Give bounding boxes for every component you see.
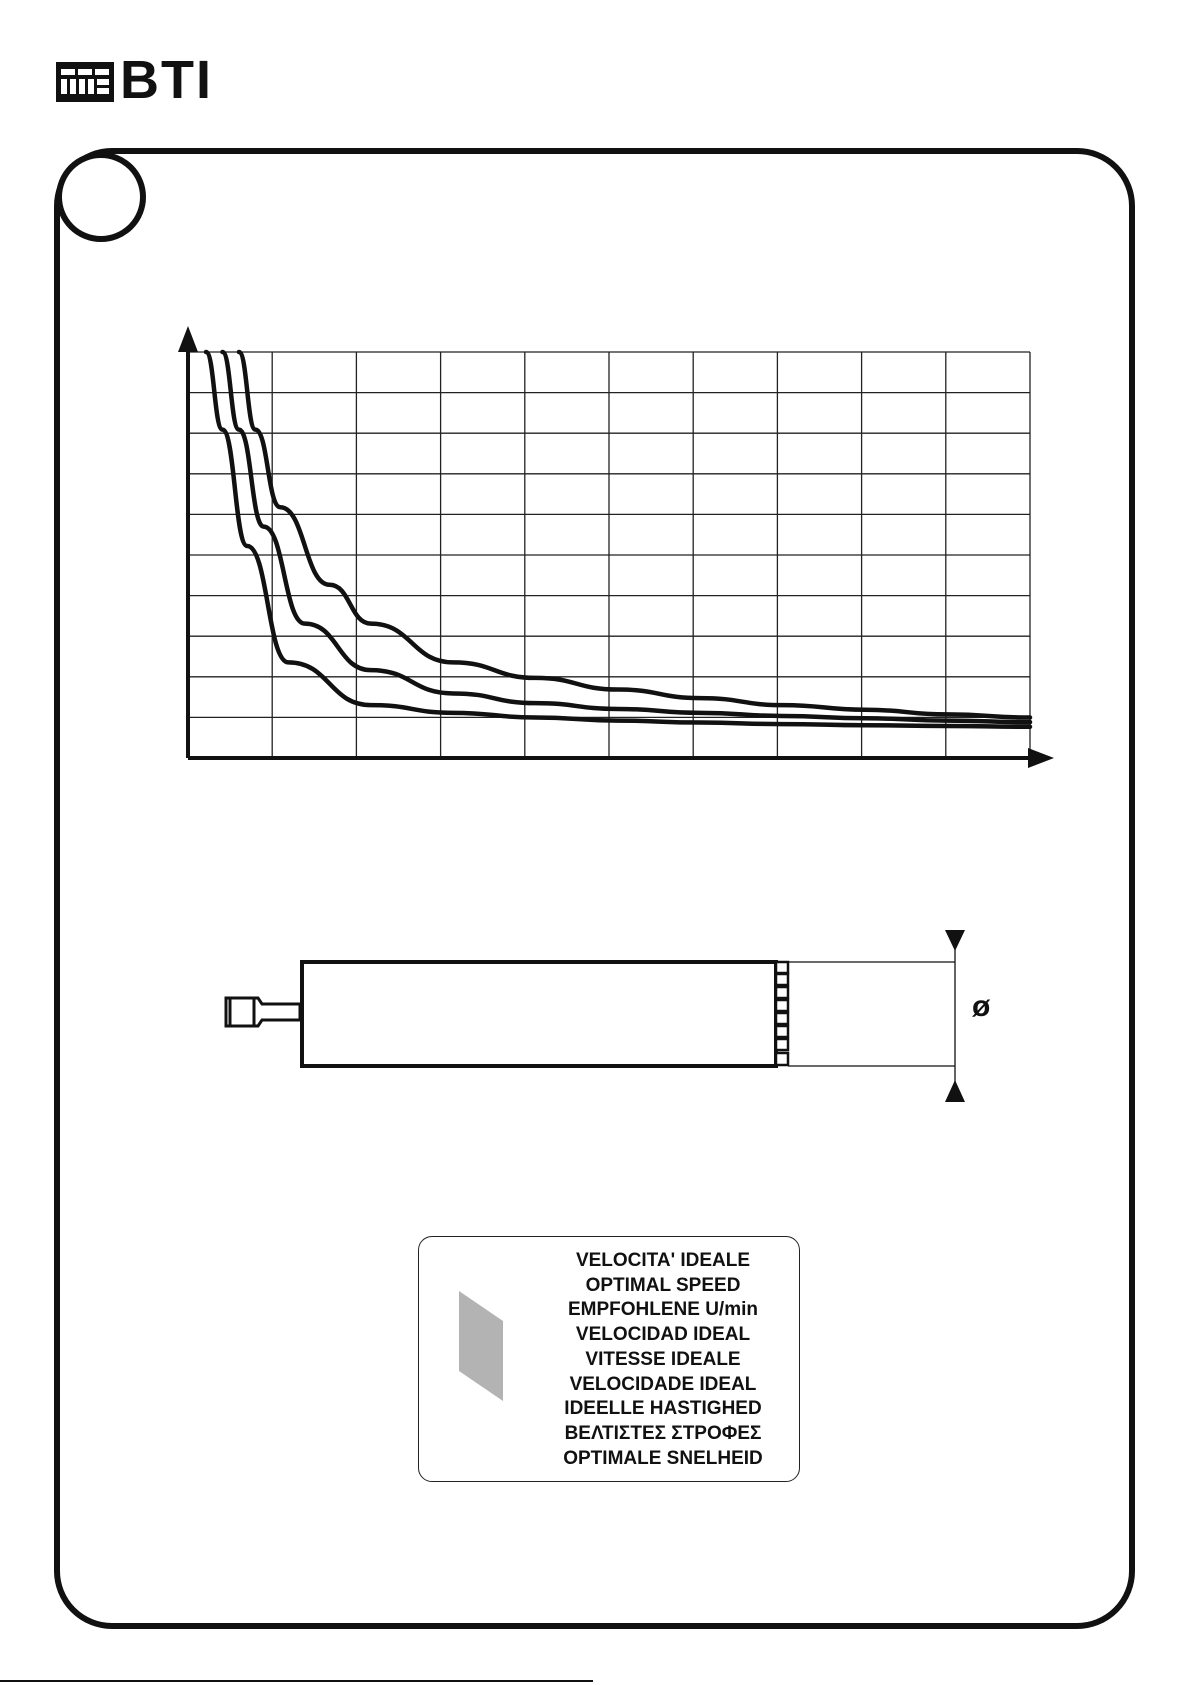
label-line-fr: VITESSE IDEALE bbox=[585, 1348, 741, 1370]
label-line-es: VELOCIDAD IDEAL bbox=[575, 1324, 751, 1346]
chart-curves bbox=[206, 352, 1030, 727]
footer-rule bbox=[0, 1680, 593, 1682]
speed-label-text bbox=[543, 1249, 783, 1471]
chart-grid bbox=[188, 352, 1030, 758]
label-line-nl: OPTIMALE SNELHEID bbox=[563, 1447, 763, 1469]
speed-curve-1 bbox=[206, 352, 1030, 727]
label-line-en: OPTIMAL SPEED bbox=[585, 1274, 741, 1296]
speed-diameter-chart bbox=[0, 0, 1191, 800]
speed-curve-3 bbox=[239, 352, 1030, 717]
label-line-de: EMPFOHLENE U/min bbox=[567, 1299, 758, 1321]
label-line-it: VELOCITA' IDEALE bbox=[575, 1250, 751, 1271]
speed-label bbox=[418, 1236, 800, 1482]
label-line-pt: VELOCIDADE IDEAL bbox=[569, 1373, 757, 1395]
label-line-da: IDEELLE HASTIGHED bbox=[564, 1398, 762, 1420]
y-axis-arrow-icon bbox=[178, 326, 198, 352]
speed-curve-2 bbox=[222, 352, 1030, 722]
logo-text: BTI bbox=[120, 50, 213, 110]
label-line-el: ΒΕΛΤΙΣΤΕΣ ΣΤΡΟΦΕΣ bbox=[564, 1422, 762, 1444]
diameter-symbol: ø bbox=[972, 990, 991, 1023]
x-axis-arrow-icon bbox=[1028, 748, 1054, 768]
speed-swatch-icon bbox=[459, 1291, 503, 1401]
